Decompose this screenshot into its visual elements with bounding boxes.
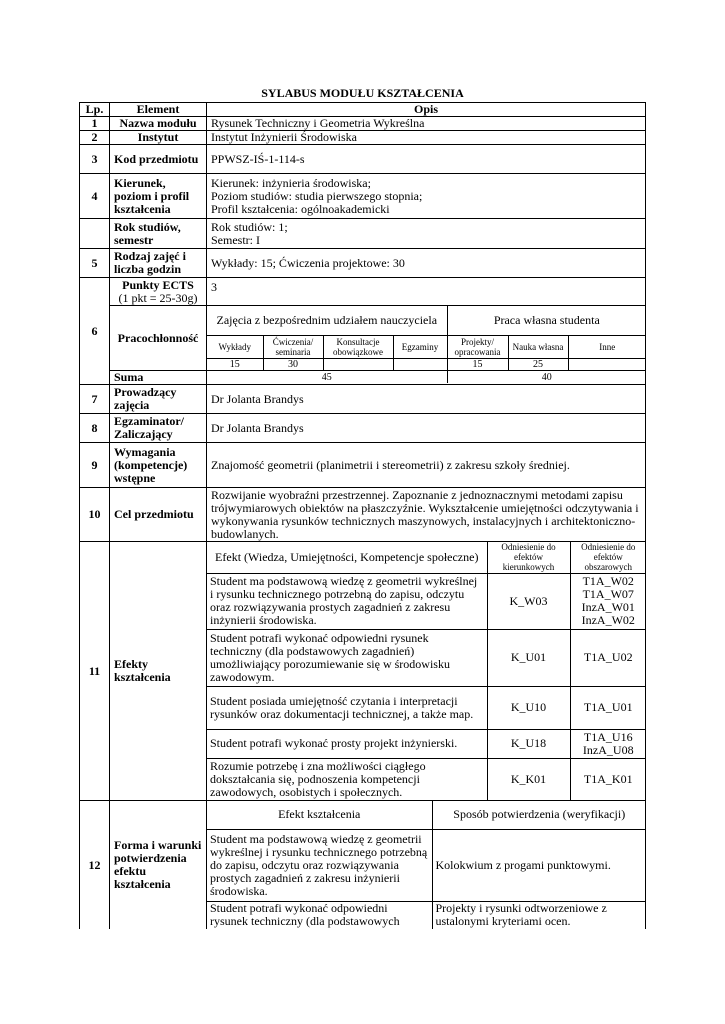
workload-vals-row (207, 358, 646, 370)
effect-obsz-code: InzA_W01 (581, 600, 635, 614)
row-10-lp: 10 (80, 488, 110, 542)
header-lp: Lp. (80, 103, 110, 117)
effect-obsz (570, 573, 646, 629)
row-4-element: Kierunek, poziom i profil kształcenia (110, 174, 207, 219)
workload-group-own: Praca własna studenta (447, 306, 646, 335)
row-rok-element: Rok studiów, semestr (110, 219, 207, 249)
row-3-value: PPWSZ-IŚ-1-114-s (207, 145, 646, 174)
effect-obsz-code: T1A_W07 (582, 587, 634, 601)
row-1-value: Rysunek Techniczny i Geometria Wykreślna (207, 117, 646, 131)
effects-header-effect: Efekt (Wiedza, Umiejętności, Kompetencje społeczne) (207, 542, 487, 573)
document-title: SYLABUS MODUŁU KSZTAŁCENIA (261, 86, 464, 100)
effect-obsz (570, 729, 646, 758)
effect-kier: K_U10 (487, 686, 570, 729)
verification-way: Projekty i rysunki odtworzeniowe z ustalonymi kryteriami ocen. (432, 901, 646, 929)
verification-effect: Student ma podstawową wiedzę z geometrii wykreślnej i rysunku technicznego potrzebną do zapisu, odczytu oraz rozwiązywania prostych zagadnień z zakresu inżynierii środowiska. (207, 829, 432, 901)
verification-header-effect: Efekt kształcenia (207, 801, 432, 829)
verification-header-way: Sposób potwierdzenia (weryfikacji) (432, 801, 646, 829)
suma-own: 40 (447, 371, 646, 383)
row-3 (80, 145, 646, 174)
row-11 (80, 542, 646, 801)
row-3-element: Kod przedmiotu (110, 145, 207, 174)
row-12-lp: 12 (80, 801, 110, 930)
workload-val-nauka: 25 (508, 358, 568, 370)
workload-col-konsultacje: Konsultacje obowiązkowe (323, 335, 393, 358)
row-8 (80, 414, 646, 443)
workload-col-egzaminy: Egzaminy (393, 335, 447, 358)
effects-cell (207, 542, 646, 801)
row-rok-lp (80, 219, 110, 249)
workload-val-cwiczenia: 30 (263, 358, 323, 370)
row-2-element: Instytut (110, 131, 207, 145)
row-7-value: Dr Jolanta Brandys (207, 385, 646, 414)
effect-row (207, 758, 646, 800)
row-11-lp: 11 (80, 542, 110, 801)
header-element: Element (110, 103, 207, 117)
row-9 (80, 443, 646, 488)
row-ects (80, 278, 646, 306)
effect-obsz-code: InzA_W02 (581, 613, 635, 627)
row-12 (80, 801, 646, 930)
verification-way: Kolokwium z progami punktowymi. (432, 829, 646, 901)
row-6 (80, 306, 646, 371)
row-suma (80, 371, 646, 385)
row-10 (80, 488, 646, 542)
row-4-lp: 4 (80, 174, 110, 219)
row-5-lp: 5 (80, 249, 110, 278)
row-11-element: Efekty kształcenia (110, 542, 207, 801)
header-row (80, 103, 646, 117)
row-3-lp: 3 (80, 145, 110, 174)
row-8-element: Egzaminator/ Zaliczający (110, 414, 207, 443)
row-ects-sub: (1 pkt = 25-30g) (118, 290, 198, 305)
workload-col-nauka: Nauka własna (508, 335, 568, 358)
effect-row (207, 573, 646, 629)
effect-kier: K_U18 (487, 729, 570, 758)
suma-teacher: 45 (207, 371, 447, 383)
workload-val-inne (568, 358, 646, 370)
effect-obsz-code: InzA_U08 (582, 742, 634, 757)
workload-col-cwiczenia: Ćwiczenia/ seminaria (263, 335, 323, 358)
verification-header (207, 801, 646, 829)
effect-text: Student posiada umiejętność czytania i interpretacji rysunków oraz dokumentacji technicznej, a także map. (207, 686, 487, 729)
row-4-line-1: Kierunek: inżynieria środowiska; (211, 175, 371, 190)
workload-val-konsultacje (323, 358, 393, 370)
row-7 (80, 385, 646, 414)
workload-table (207, 306, 646, 370)
effects-table (207, 542, 646, 800)
row-8-value: Dr Jolanta Brandys (207, 414, 646, 443)
effect-obsz-code: T1A_U16 (583, 729, 633, 744)
row-7-lp: 7 (80, 385, 110, 414)
effect-row (207, 686, 646, 729)
row-9-element: Wymagania (kompetencje) wstępne (110, 443, 207, 488)
row-4-value (207, 174, 646, 219)
row-2 (80, 131, 646, 145)
effect-text: Student potrafi wykonać odpowiedni rysunek techniczny (dla podstawowych zagadnień) umożliwiający porozumiewanie się w środowisku zawodowym. (207, 629, 487, 686)
row-8-lp: 8 (80, 414, 110, 443)
effect-obsz: T1A_U02 (570, 629, 646, 686)
effects-header-obsz: Odniesienie do efektów obszarowych (570, 542, 646, 573)
row-6-lp: 6 (80, 278, 110, 385)
row-rok-value (207, 219, 646, 249)
row-9-value: Znajomość geometrii (planimetrii i stereometrii) z zakresu szkoły średniej. (207, 443, 646, 488)
syllabus-table (79, 102, 646, 929)
row-1-lp: 1 (80, 117, 110, 131)
workload-cols-row (207, 335, 646, 358)
effect-kier: K_K01 (487, 758, 570, 800)
row-rok-line-2: Semestr: I (211, 232, 260, 247)
row-5-value: Wykłady: 15; Ćwiczenia projektowe: 30 (207, 249, 646, 278)
verification-row (207, 901, 646, 929)
row-1 (80, 117, 646, 131)
suma-cell (207, 371, 646, 385)
row-4 (80, 174, 646, 219)
effect-row (207, 729, 646, 758)
effect-text: Student potrafi wykonać prosty projekt inżynierski. (207, 729, 487, 758)
effect-row (207, 629, 646, 686)
row-rok (80, 219, 646, 249)
row-ects-label: Punkty ECTS (122, 277, 194, 292)
verification-row (207, 829, 646, 901)
row-5-element: Rodzaj zajęć i liczba godzin (110, 249, 207, 278)
effect-kier: K_U01 (487, 629, 570, 686)
effect-obsz: T1A_U01 (570, 686, 646, 729)
workload-col-wyklady: Wykłady (207, 335, 263, 358)
row-9-lp: 9 (80, 443, 110, 488)
workload-group-teacher: Zajęcia z bezpośrednim udziałem nauczyciela (207, 306, 447, 335)
effect-obsz: T1A_K01 (570, 758, 646, 800)
verification-effect: Student potrafi wykonać odpowiedni rysunek techniczny (dla podstawowych (207, 901, 432, 929)
effect-obsz-code: T1A_W02 (582, 574, 634, 588)
row-suma-element: Suma (110, 371, 207, 385)
row-6-element: Pracochłonność (110, 306, 207, 371)
effect-text: Student ma podstawową wiedzę z geometrii wykreślnej i rysunku technicznego potrzebną do zapisu, odczytu oraz rozwiązywania prostych zagadnień z zakresu inżynierii środowiska. (207, 573, 487, 629)
row-ects-value: 3 (207, 278, 646, 306)
workload-col-inne: Inne (568, 335, 646, 358)
workload-val-wyklady: 15 (207, 358, 263, 370)
row-7-element: Prowadzący zajęcia (110, 385, 207, 414)
row-ects-element (110, 278, 207, 306)
verification-cell (207, 801, 646, 930)
workload-val-projekty: 15 (447, 358, 508, 370)
workload-val-egzaminy (393, 358, 447, 370)
verification-table (207, 801, 646, 929)
row-10-value: Rozwijanie wyobraźni przestrzennej. Zapoznanie z jednoznacznymi metodami zapisu trójwymiarowych obiektów na płaszczyźnie. Wykształcenie umiejętności odczytywania i wykonywania rysunków technicznych maszynowych, instalacyjnych i architektoniczno-budowlanych. (207, 488, 646, 542)
row-2-value: Instytut Inżynierii Środowiska (207, 131, 646, 145)
workload-col-projekty: Projekty/ opracowania (447, 335, 508, 358)
effects-header-kier: Odniesienie do efektów kierunkowych (487, 542, 570, 573)
row-12-element: Forma i warunki potwierdzenia efektu kształcenia (110, 801, 207, 930)
row-10-element: Cel przedmiotu (110, 488, 207, 542)
row-2-lp: 2 (80, 131, 110, 145)
effect-text: Rozumie potrzebę i zna możliwości ciągłego dokształcania się, podnoszenia kompetencji zawodowych, osobistych i społecznych. (207, 758, 487, 800)
suma-table (207, 371, 646, 383)
workload-cell (207, 306, 646, 371)
header-opis: Opis (207, 103, 646, 117)
row-5 (80, 249, 646, 278)
effect-kier: K_W03 (487, 573, 570, 629)
effects-header (207, 542, 646, 573)
row-rok-line-1: Rok studiów: 1; (211, 219, 288, 234)
row-1-element: Nazwa modułu (110, 117, 207, 131)
row-4-line-2: Poziom studiów: studia pierwszego stopnia; (211, 188, 423, 203)
row-4-line-3: Profil kształcenia: ogólnoakademicki (211, 201, 390, 216)
workload-group-row (207, 306, 646, 335)
